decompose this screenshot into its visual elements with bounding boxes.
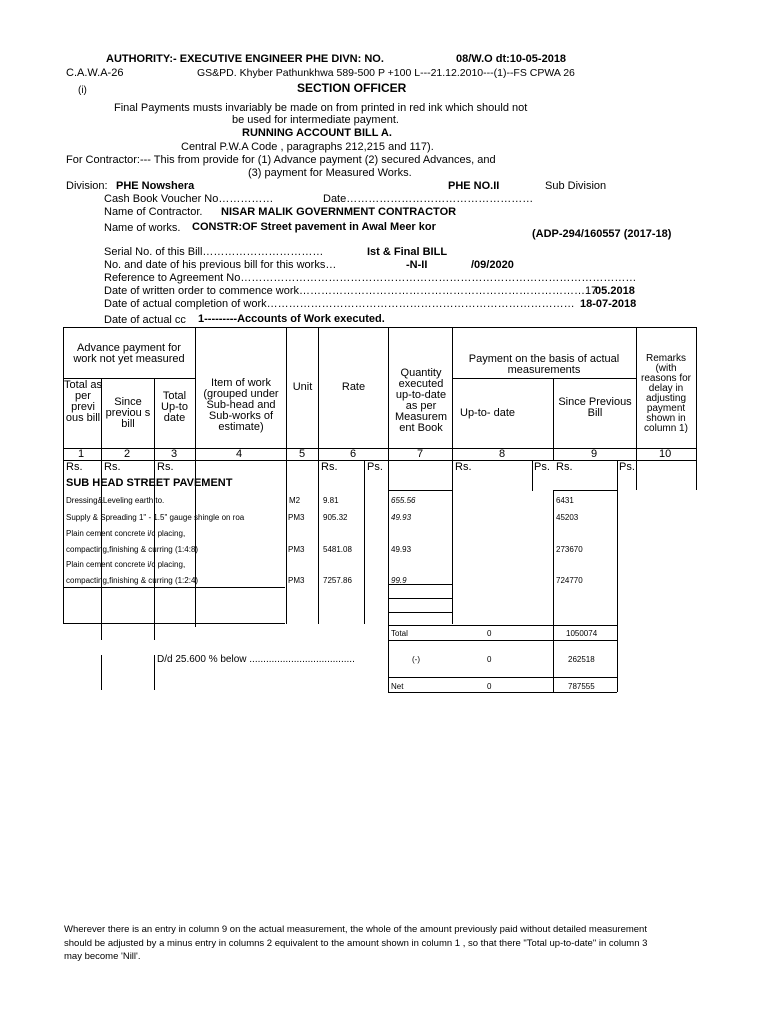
currency-rs: Rs. (66, 461, 83, 473)
advance-payment-header: Advance payment for work not yet measured (73, 342, 185, 365)
col-number-4: 4 (236, 448, 243, 460)
contractor-label: Name of Contractor. (104, 206, 203, 218)
commence-value: .05.2018 (592, 285, 635, 297)
row-unit: PM3 (288, 545, 305, 554)
row-quantity: 49.93 (391, 513, 412, 522)
row-rate: 9.81 (323, 496, 339, 505)
previous-bill-date: /09/2020 (471, 259, 514, 271)
contractor-value: NISAR MALIK GOVERNMENT CONTRACTOR (221, 206, 457, 218)
cash-book-voucher: Cash Book Voucher No…………… (104, 193, 274, 205)
accounts-heading: 1---------Accounts of Work executed. (198, 313, 385, 325)
row-quantity: 655.56 (391, 496, 416, 505)
deduction-zero: 0 (487, 655, 492, 664)
phe-number: PHE NO.II (448, 180, 500, 192)
col-number-9: 9 (591, 448, 598, 460)
row-item: Supply & Spreading 1" - 1.5" gauge shingle on roa (66, 513, 245, 522)
cawa-label: C.A.W.A-26 (66, 67, 124, 79)
currency-rs: Rs. (321, 461, 338, 473)
currency-rs: Rs. (556, 461, 573, 473)
col-since-previous-bill: Since Previous Bill (558, 396, 632, 419)
row-unit: M2 (289, 496, 301, 505)
col-remarks: Remarks (with reasons for delay in adjusting payment shown in column 1) (640, 353, 692, 434)
agreement-ref: Reference to Agreement No……………………………………………………………………………………………… (104, 272, 637, 284)
col-rate: Rate (341, 381, 366, 393)
division-value: PHE Nowshera (116, 180, 195, 192)
total-label: Total (391, 629, 408, 638)
row-rate: 905.32 (323, 513, 348, 522)
currency-ps: Ps. (534, 461, 550, 473)
bullet-marker: (i) (78, 85, 87, 96)
col-unit: Unit (292, 381, 313, 393)
completion-label: Date of actual completion of work………………………………………………………………………… (104, 298, 575, 310)
currency-rs: Rs. (157, 461, 174, 473)
deduction-value: 262518 (568, 655, 595, 664)
serial-value: Ist & Final BILL (367, 246, 448, 258)
serial-label: Serial No. of this Bill…………………………… (104, 246, 324, 258)
total-zero: 0 (487, 629, 492, 638)
col-number-5: 5 (299, 448, 306, 460)
col-number-10: 10 (659, 448, 672, 460)
row-rate: 7257.86 (323, 576, 352, 585)
col-total-previous: Total as per previ ous bill (64, 379, 102, 424)
net-value: 787555 (568, 682, 595, 691)
commence-label: Date of written order to commence work……………………………………………………………………17 (104, 285, 598, 297)
row-unit: PM3 (288, 513, 305, 522)
total-value: 1050074 (566, 629, 598, 638)
section-officer: SECTION OFFICER (297, 81, 407, 95)
currency-ps: Ps. (367, 461, 383, 473)
currency-ps: Ps. (619, 461, 635, 473)
authority-ref: 08/W.O dt:10-05-2018 (456, 53, 567, 65)
col-number-3: 3 (171, 448, 178, 460)
net-label: Net (391, 682, 404, 691)
instruction-line-1: Final Payments musts invariably be made on from printed in red ink which should not (114, 102, 528, 114)
code-line: Central P.W.A Code , paragraphs 212,215 and 117). (181, 141, 434, 153)
deduction-label: D/d 25.600 % below ...................................... (157, 654, 355, 665)
col-total-upto-date: Total Up-to date (161, 390, 188, 424)
adp-reference: (ADP-294/160557 (2017-18) (532, 228, 672, 240)
payment-basis-header: Payment on the basis of actual measurements (468, 353, 620, 376)
row-item: Dressing&Leveling earth to. (66, 496, 165, 505)
footer-note: Wherever there is an entry in column 9 on the actual measurement, the whole of the amount previously paid without detailed measurement should be adjusted by a minus entry in columns 2 equivalent to the amount shown in column 1 , so that there "Total up-to-date" in column 3 may become 'Nill'. (64, 924, 648, 962)
col-number-2: 2 (124, 448, 131, 460)
works-label: Name of works. (104, 222, 181, 234)
col-number-6: 6 (350, 448, 357, 460)
col-number-1: 1 (78, 448, 85, 460)
completion-value: 18-07-2018 (580, 298, 637, 310)
col-number-8: 8 (499, 448, 506, 460)
row-item: Plain cement concrete i/c placing, (66, 560, 186, 569)
col-number-7: 7 (417, 448, 424, 460)
sub-division: Sub Division (545, 180, 607, 192)
division-label: Division: (66, 180, 108, 192)
deduction-sign: (-) (412, 655, 420, 664)
row-rate: 5481.08 (323, 545, 352, 554)
printing-ref: GS&PD. Khyber Pathunkhwa 589-500 P +100 L---21.12.2010---(1)--FS CPWA 26 (197, 67, 575, 79)
row-quantity: 99.9 (391, 576, 407, 585)
row-item: Plain cement concrete i/c placing, (66, 529, 186, 538)
bill-title: RUNNING ACCOUNT BILL A. (242, 127, 392, 139)
row-amount: 724770 (556, 576, 583, 585)
row-amount: 6431 (556, 496, 574, 505)
previous-bill-no: -N-II (406, 259, 428, 271)
previous-bill-label: No. and date of his previous bill for this works… (104, 259, 337, 271)
col-item-of-work: Item of work (grouped under Sub-head and Sub-works of estimate) (203, 377, 279, 433)
voucher-date: Date…………………………………………… (323, 193, 534, 205)
col-upto-date: Up-to- date (460, 407, 516, 419)
col-since-previous: Since previou s bill (105, 396, 151, 430)
row-quantity: 49.93 (391, 545, 412, 554)
actual-completion-label: Date of actual cc (104, 314, 186, 326)
col-quantity: Quantity executed up-to-date as per Measurem ent Book (395, 367, 447, 434)
contractor-line-1: For Contractor:--- This from provide for (1) Advance payment (2) secured Advances, and (66, 154, 496, 166)
row-amount: 273670 (556, 545, 583, 554)
currency-rs: Rs. (104, 461, 121, 473)
row-item: compacting,finishing & curring (1:4:8) (66, 545, 199, 554)
currency-rs: Rs. (455, 461, 472, 473)
instruction-line-2: be used for intermediate payment. (232, 114, 399, 126)
works-value: CONSTR:OF Street pavement in Awal Meer kor (192, 221, 436, 233)
subhead-title: SUB HEAD STREET PAVEMENT (66, 477, 233, 489)
net-zero: 0 (487, 682, 492, 691)
contractor-line-2: (3) payment for Measured Works. (248, 167, 412, 179)
row-unit: PM3 (288, 576, 305, 585)
row-amount: 45203 (556, 513, 579, 522)
row-item: compacting,finishing & curring (1:2:4) (66, 576, 199, 585)
authority-label: AUTHORITY:- EXECUTIVE ENGINEER PHE DIVN: NO. (106, 53, 384, 65)
